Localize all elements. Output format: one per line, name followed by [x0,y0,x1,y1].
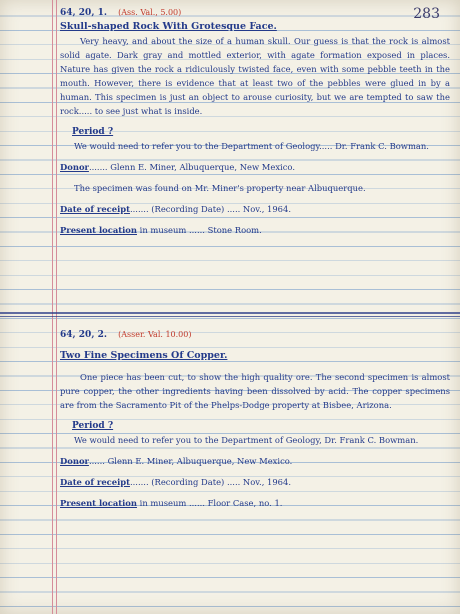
catalog-entry-2 [60,328,450,510]
period-text: We would need to refer you to the Department of Geology..... Dr. Frank C. Bowman. [74,141,429,151]
entry-title: Two Fine Specimens Of Copper. [60,350,228,361]
catalog-line [60,6,450,20]
page-number: 283 [413,6,440,22]
catalog-entry-1 [60,6,450,237]
donor-text: ...... Glenn E. Miner, Albuquerque, New Mexico. [88,456,293,466]
donor-text: ....... Glenn E. Miner, Albuquerque, New Mexico. [88,162,295,172]
found-text: The specimen was found on Mr. Miner's property near Albuquerque. [74,183,366,193]
catalog-number: 64, 20, 1. [60,8,107,18]
location-text: in museum ...... Stone Room. [139,225,262,235]
donor-row [60,454,450,468]
location-label: Present location [60,225,137,235]
location-row [60,223,450,237]
receipt-row [60,475,450,489]
donor-label: Donor [60,162,89,172]
location-label: Present location [60,498,137,508]
catalog-line [60,328,450,342]
entry-description: One piece has been cut, to show the high quality ore. The second specimen is almost pure copper, the other ingredients having been dissolved by acid. The copper specimens are from the Sacramento Pit of the Phelps-Dodge property at Bisbee, Arizona. [60,372,450,410]
catalog-number: 64, 20, 2. [60,330,107,340]
section-divider [0,312,460,314]
receipt-label: Date of receipt [60,477,130,487]
receipt-text: ....... (Recording Date) ..... Nov., 1964. [129,204,292,214]
margin-line-right [56,0,57,614]
section-divider-thin [0,316,460,317]
period-label: Period ? [72,421,114,431]
location-text: in museum ...... Floor Case, no. 1. [139,498,283,508]
assessed-value: (Ass. Val., 5.00) [118,8,182,17]
period-text: We would need to refer you to the Department of Geology, Dr. Frank C. Bowman. [74,435,419,445]
entry-description: Very heavy, and about the size of a human skull. Our guess is that the rock is almost solid agate. Dark gray and mottled exterior, with agate formation exposed in places. Nature has given the rock a ridiculously twisted face, even with some pebble teeth in the mouth. However, there is evidence that at least two of the pebbles were glued in by a human. This specimen is just an object to arouse curiosity, but we are tempted to saw the rock..... to see just what is inside. [60,36,450,116]
donor-label: Donor [60,456,89,466]
assessed-value: (Asser. Val. 10.00) [118,330,192,339]
period-label: Period ? [72,127,114,137]
margin-line-left [52,0,53,614]
receipt-row [60,202,450,216]
receipt-label: Date of receipt [60,204,130,214]
receipt-text: ....... (Recording Date) ..... Nov., 1964. [129,477,292,487]
location-row [60,496,450,510]
entry-title: Skull-shaped Rock With Grotesque Face. [60,21,277,32]
donor-row [60,160,450,174]
